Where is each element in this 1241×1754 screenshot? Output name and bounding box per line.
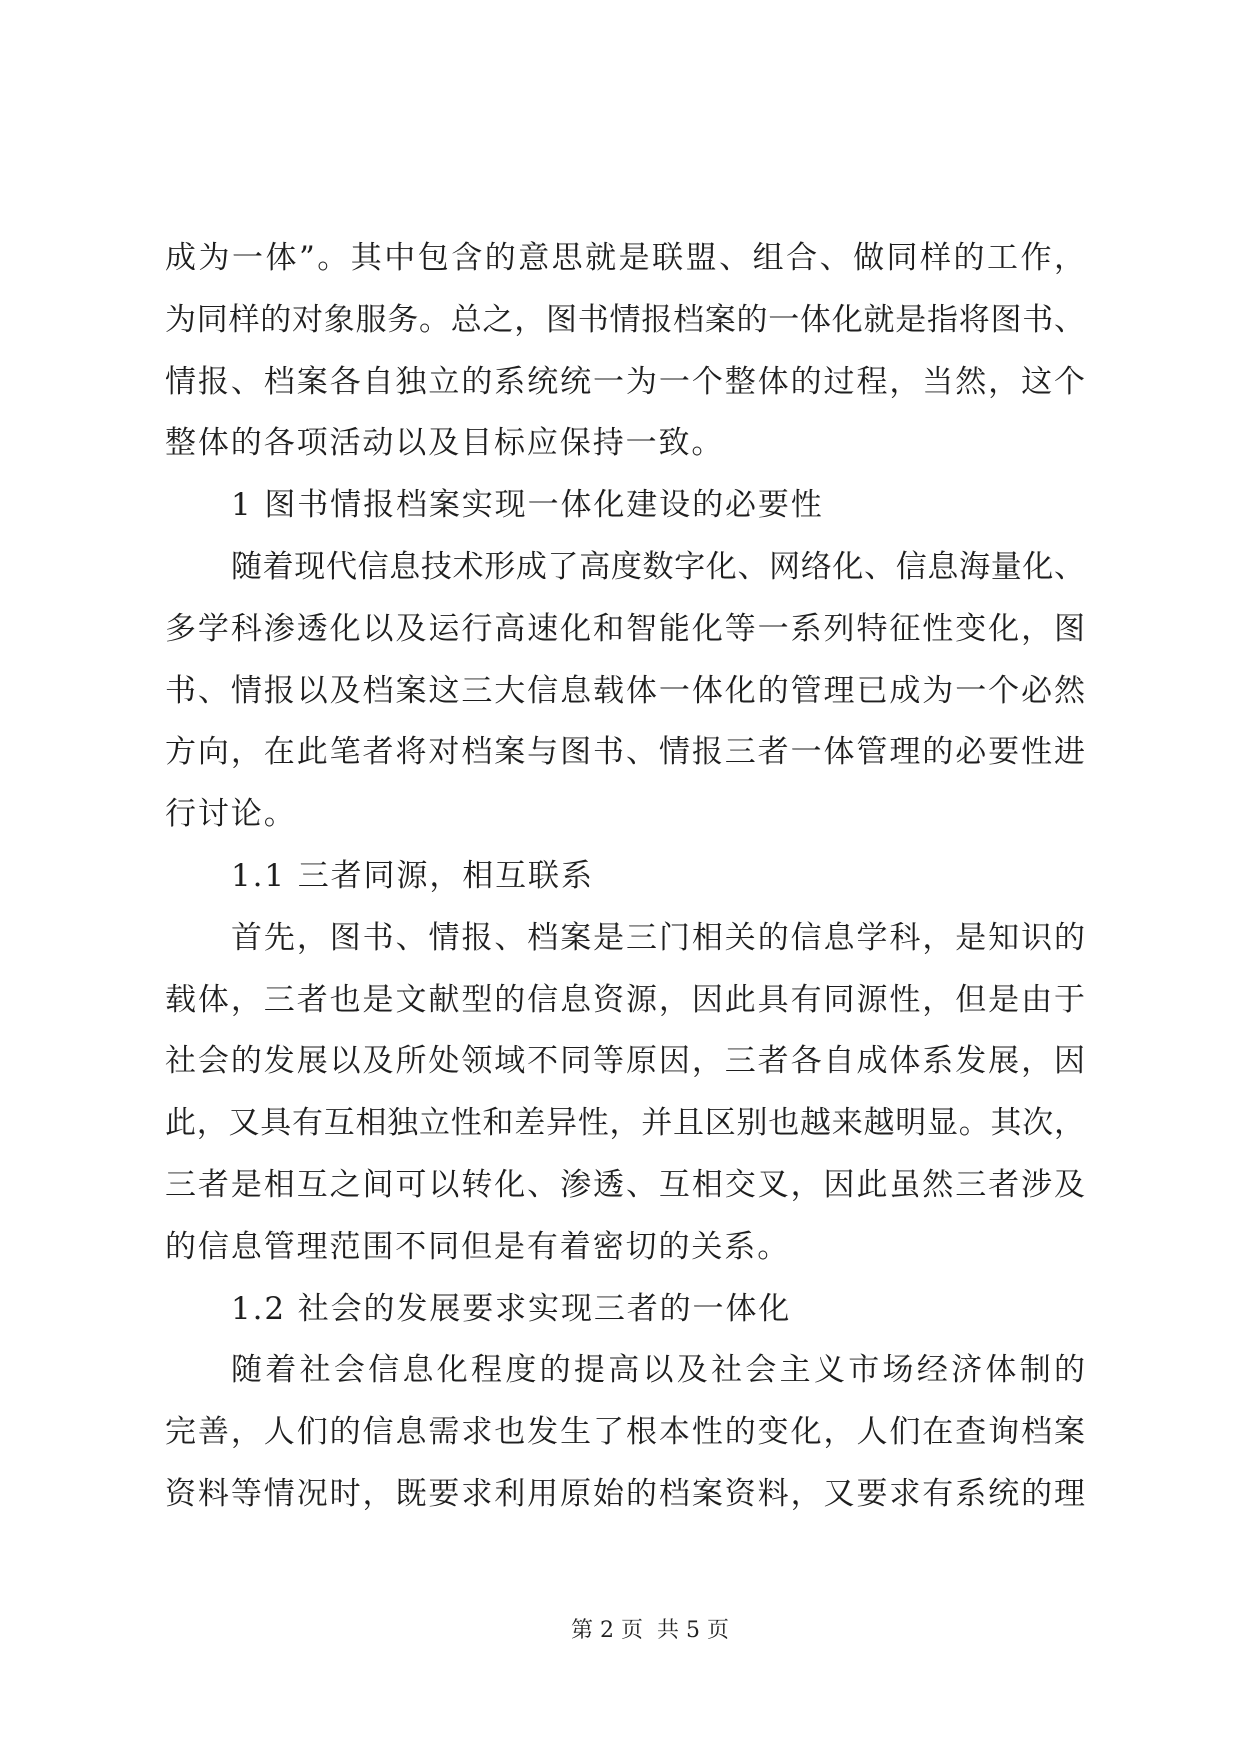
text-line: 载体，三者也是文献型的信息资源，因此具有同源性，但是由于	[165, 981, 1085, 1018]
text-line: 的信息管理范围不同但是有着密切的关系。	[165, 1228, 791, 1265]
text-line: 完善，人们的信息需求也发生了根本性的变化，人们在查询档案	[165, 1414, 1085, 1451]
subsection-heading: 1.2 社会的发展要求实现三者的一体化	[231, 1290, 792, 1327]
text-line: 方向，在此笔者将对档案与图书、情报三者一体管理的必要性进	[165, 734, 1085, 771]
text-line: 首先，图书、情报、档案是三门相关的信息学科，是知识的	[231, 919, 1085, 956]
text-line: 此，又具有互相独立性和差异性，并且区别也越来越明显。其次，	[165, 1105, 1085, 1142]
text-line: 随着现代信息技术形成了高度数字化、网络化、信息海量化、	[231, 548, 1085, 585]
document-page	[165, 228, 1085, 1526]
text-line: 随着社会信息化程度的提高以及社会主义市场经济体制的	[231, 1352, 1085, 1389]
text-line: 资料等情况时，既要求利用原始的档案资料，又要求有系统的理	[165, 1475, 1085, 1512]
text-line: 为同样的对象服务。总之，图书情报档案的一体化就是指将图书、	[165, 301, 1085, 338]
body-paragraph	[165, 1340, 1085, 1525]
page-footer: 第 2 页 共 5 页	[571, 1618, 729, 1643]
text-line: 情报、档案各自独立的系统统一为一个整体的过程，当然，这个	[165, 363, 1085, 400]
text-line: 书、情报以及档案这三大信息载体一体化的管理已成为一个必然	[165, 672, 1085, 709]
text-line: 成为一体”。其中包含的意思就是联盟、组合、做同样的工作，	[165, 240, 1085, 276]
text-line: 多学科渗透化以及运行高速化和智能化等一系列特征性变化，图	[165, 610, 1085, 647]
body-paragraph	[165, 908, 1085, 1279]
body-paragraph	[165, 228, 1085, 475]
body-paragraph	[165, 537, 1085, 846]
text-line: 行讨论。	[165, 796, 297, 833]
section-heading: 1 图书情报档案实现一体化建设的必要性	[231, 487, 824, 524]
subsection-heading: 1.1 三者同源，相互联系	[231, 857, 594, 894]
text-line: 三者是相互之间可以转化、渗透、互相交叉，因此虽然三者涉及	[165, 1166, 1085, 1203]
text-line: 整体的各项活动以及目标应保持一致。	[165, 425, 725, 462]
text-line: 社会的发展以及所处领域不同等原因，三者各自成体系发展，因	[165, 1043, 1085, 1080]
